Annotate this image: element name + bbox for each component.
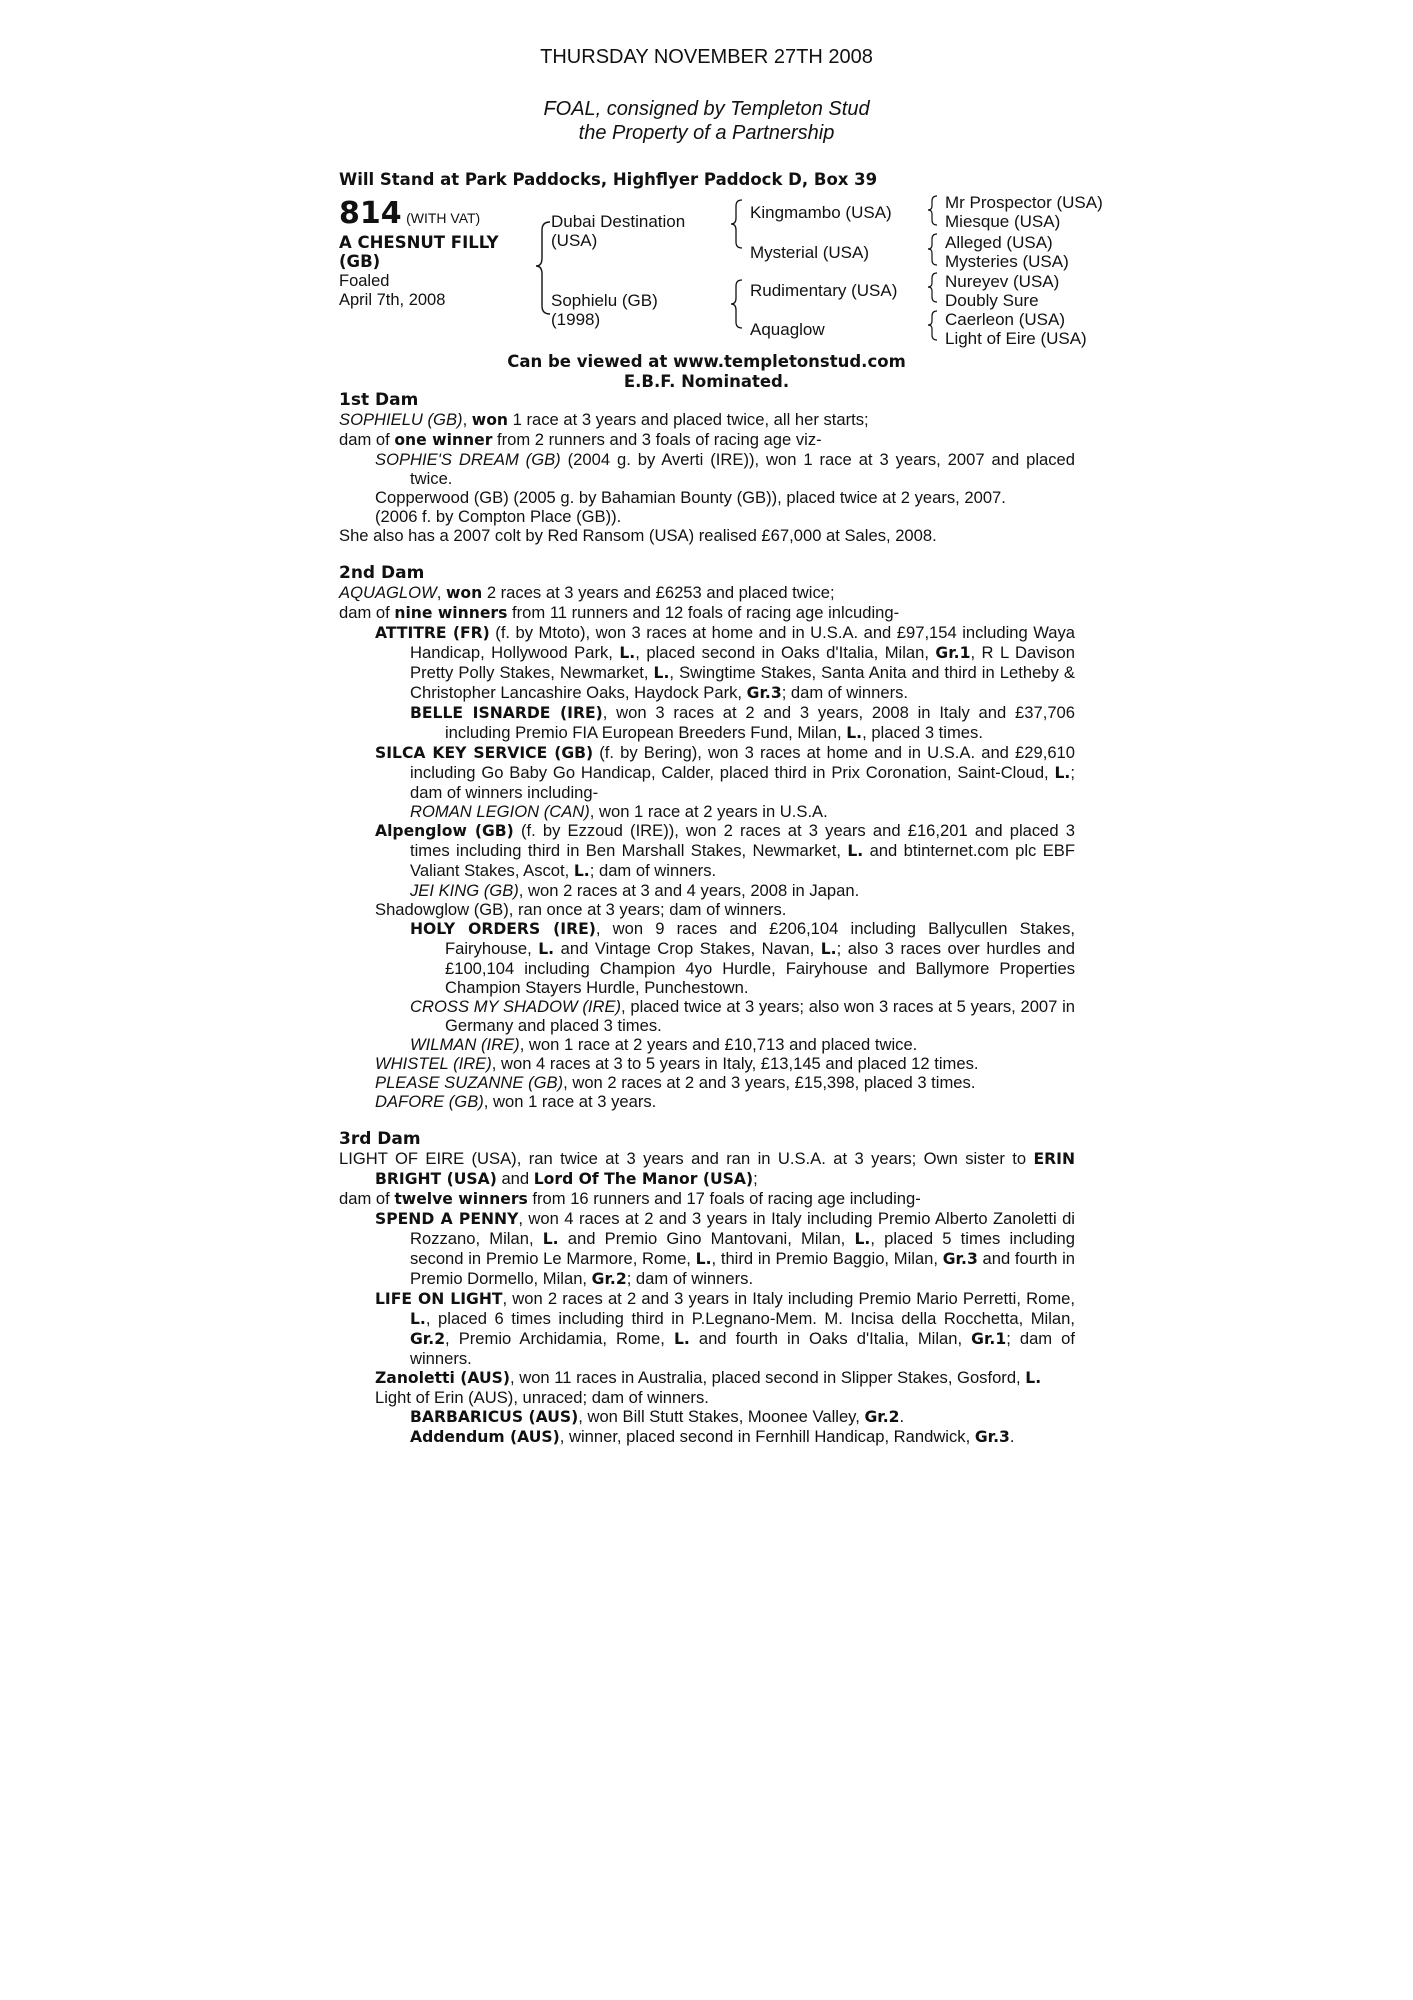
property-line: the Property of a Partnership [578, 122, 835, 144]
lot-block [339, 196, 480, 231]
pedigree-sds: Alleged (USA) [945, 233, 1053, 252]
lot-number: 814 [339, 196, 402, 231]
dam2-line: AQUAGLOW, won 2 races at 3 years and £6253 and placed twice; [339, 583, 835, 602]
vat-label: (WITH VAT) [406, 210, 481, 226]
third-dam-heading: 3rd Dam [339, 1129, 421, 1149]
dam2-line: SILCA KEY SERVICE (GB) (f. by Bering), won 3 races at home and in U.S.A. and £29,610 including Go Baby Go Handicap, Calder, placed third in Prix Coronation, Saint-Cloud, L.; dam of winners including- [375, 743, 1076, 802]
pedigree-ssd: Miesque (USA) [945, 212, 1061, 231]
viewing-note: Can be viewed at www.templetonstud.com [507, 352, 906, 371]
dam2-line: DAFORE (GB), won 1 race at 3 years. [375, 1092, 657, 1111]
pedigree-dam-year: (1998) [551, 310, 601, 329]
second-dam-heading: 2nd Dam [339, 563, 425, 583]
pedigree-sire-dam: Mysterial (USA) [750, 243, 870, 262]
foaled-date: April 7th, 2008 [339, 291, 446, 309]
dam3-line: LIFE ON LIGHT, won 2 races at 2 and 3 years in Italy including Premio Mario Perretti, Rome, L., placed 6 times including third in P.Legnano-Mem. M. Incisa della Rocchetta, Milan, Gr.2, Premio Archidamia, Rome, L. and fourth in Oaks d'Italia, Milan, Gr.1; dam of winners. [375, 1289, 1076, 1368]
dam1-line: SOPHIE'S DREAM (GB) (2004 g. by Averti (IRE)), won 1 race at 3 years, 2007 and placed twice. [375, 450, 1075, 488]
second-dam-text [339, 583, 1075, 1111]
foaled-label: Foaled [339, 272, 390, 290]
dam2-line: HOLY ORDERS (IRE), won 9 races and £206,104 including Ballycullen Stakes, Fairyhouse, L. and Vintage Crop Stakes, Navan, L.; also 3 races over hurdles and £100,104 including Champion 4yo Hurdle, Fairyhouse and Ballymore Properties Champion Stayers Hurdle, Punchestown. [410, 919, 1075, 997]
dam1-line: dam of one winner from 2 runners and 3 foals of racing age viz- [339, 430, 822, 449]
dam2-line: Shadowglow (GB), ran once at 3 years; dam of winners. [375, 900, 787, 919]
pedigree-sss: Mr Prospector (USA) [945, 193, 1103, 212]
pedigree-sire-sire: Kingmambo (USA) [750, 203, 892, 222]
pedigree-brace-3rd [924, 194, 942, 350]
pedigree-sire-origin: (USA) [551, 231, 598, 250]
pedigree-dam-dam: Aquaglow [750, 320, 825, 339]
dam1-line: SOPHIELU (GB), won 1 race at 3 years and placed twice, all her starts; [339, 410, 869, 429]
pedigree-sdd: Mysteries (USA) [945, 252, 1069, 271]
first-dam-heading: 1st Dam [339, 390, 419, 410]
dam2-line: dam of nine winners from 11 runners and 12 foals of racing age inlcuding- [339, 603, 900, 622]
pedigree-brace-2nd [728, 196, 748, 336]
lot-description: A CHESNUT FILLY [339, 233, 499, 252]
ebf-note: E.B.F. Nominated. [623, 372, 790, 391]
pedigree-ddd: Light of Eire (USA) [945, 329, 1087, 348]
dam2-line: PLEASE SUZANNE (GB), won 2 races at 2 and 3 years, £15,398, placed 3 times. [375, 1073, 976, 1092]
dam3-line: BARBARICUS (AUS), won Bill Stutt Stakes, Moonee Valley, Gr.2. [410, 1407, 905, 1426]
dam2-line: BELLE ISNARDE (IRE), won 3 races at 2 and 3 years, 2008 in Italy and £37,706 including Premio FIA European Breeders Fund, Milan, L., placed 3 times. [410, 703, 1075, 742]
stand-location: Will Stand at Park Paddocks, Highflyer Paddock D, Box 39 [339, 170, 878, 189]
third-dam-text [339, 1149, 1075, 1447]
sale-date: THURSDAY NOVEMBER 27TH 2008 [540, 46, 873, 68]
dam2-line: WILMAN (IRE), won 1 race at 2 years and £10,713 and placed twice. [410, 1035, 918, 1054]
dam2-line: ROMAN LEGION (CAN), won 1 race at 2 years in U.S.A. [410, 802, 828, 821]
lot-description-origin: (GB) [339, 252, 381, 271]
dam3-line: dam of twelve winners from 16 runners and 17 foals of racing age including- [339, 1189, 921, 1208]
dam1-line: She also has a 2007 colt by Red Ransom (USA) realised £67,000 at Sales, 2008. [339, 526, 937, 545]
dam3-line: LIGHT OF EIRE (USA), ran twice at 3 years and ran in U.S.A. at 3 years; Own sister to ERIN BRIGHT (USA) and Lord Of The Manor (USA); [339, 1149, 1075, 1188]
consignor-line: FOAL, consigned by Templeton Stud [543, 98, 870, 120]
dam3-line: Addendum (AUS), winner, placed second in Fernhill Handicap, Randwick, Gr.3. [410, 1427, 1015, 1446]
dam1-line: (2006 f. by Compton Place (GB)). [375, 507, 622, 526]
dam2-line: WHISTEL (IRE), won 4 races at 3 to 5 years in Italy, £13,145 and placed 12 times. [375, 1054, 979, 1073]
dam-records [339, 391, 1075, 1447]
pedigree-dss: Nureyev (USA) [945, 272, 1060, 291]
dam2-line: JEI KING (GB), won 2 races at 3 and 4 years, 2008 in Japan. [410, 881, 860, 900]
pedigree-dam: Sophielu (GB) [551, 291, 658, 310]
pedigree-dds: Caerleon (USA) [945, 310, 1065, 329]
pedigree-dam-sire: Rudimentary (USA) [750, 281, 898, 300]
dam3-line: Zanoletti (AUS), won 11 races in Australia, placed second in Slipper Stakes, Gosford, L. [375, 1368, 1042, 1387]
first-dam-text [339, 410, 1075, 545]
dam2-line: Alpenglow (GB) (f. by Ezzoud (IRE)), won 2 races at 3 years and £16,201 and placed 3 times including third in Ben Marshall Stakes, Newmarket, L. and btinternet.com plc EBF Valiant Stakes, Ascot, L.; dam of winners. [375, 821, 1075, 880]
pedigree-dsd: Doubly Sure [945, 291, 1039, 310]
dam2-line: ATTITRE (FR) (f. by Mtoto), won 3 races at home and in U.S.A. and £97,154 including Waya Handicap, Hollywood Park, L., placed second in Oaks d'Italia, Milan, Gr.1, R L Davison Pretty Polly Stakes, Newmarket, L., Swingtime Stakes, Santa Anita and third in Letheby & Christopher Lancashire Oaks, Haydock Park, Gr.3; dam of winners. [375, 623, 1075, 702]
pedigree-sire: Dubai Destination [551, 212, 686, 231]
dam3-line: SPEND A PENNY, won 4 races at 2 and 3 years in Italy including Premio Alberto Zanoletti di Rozzano, Milan, L. and Premio Gino Mantovani, Milan, L., placed 5 times including second in Premio Le Marmore, Rome, L., third in Premio Baggio, Milan, Gr.3 and fourth in Premio Dormello, Milan, Gr.2; dam of winners. [375, 1209, 1075, 1288]
dam3-line: Light of Erin (AUS), unraced; dam of winners. [375, 1388, 709, 1407]
dam2-line: CROSS MY SHADOW (IRE), placed twice at 3 years; also won 3 races at 5 years, 2007 in Germany and placed 3 times. [410, 997, 1075, 1035]
dam1-line: Copperwood (GB) (2005 g. by Bahamian Bounty (GB)), placed twice at 2 years, 2007. [375, 488, 1006, 507]
